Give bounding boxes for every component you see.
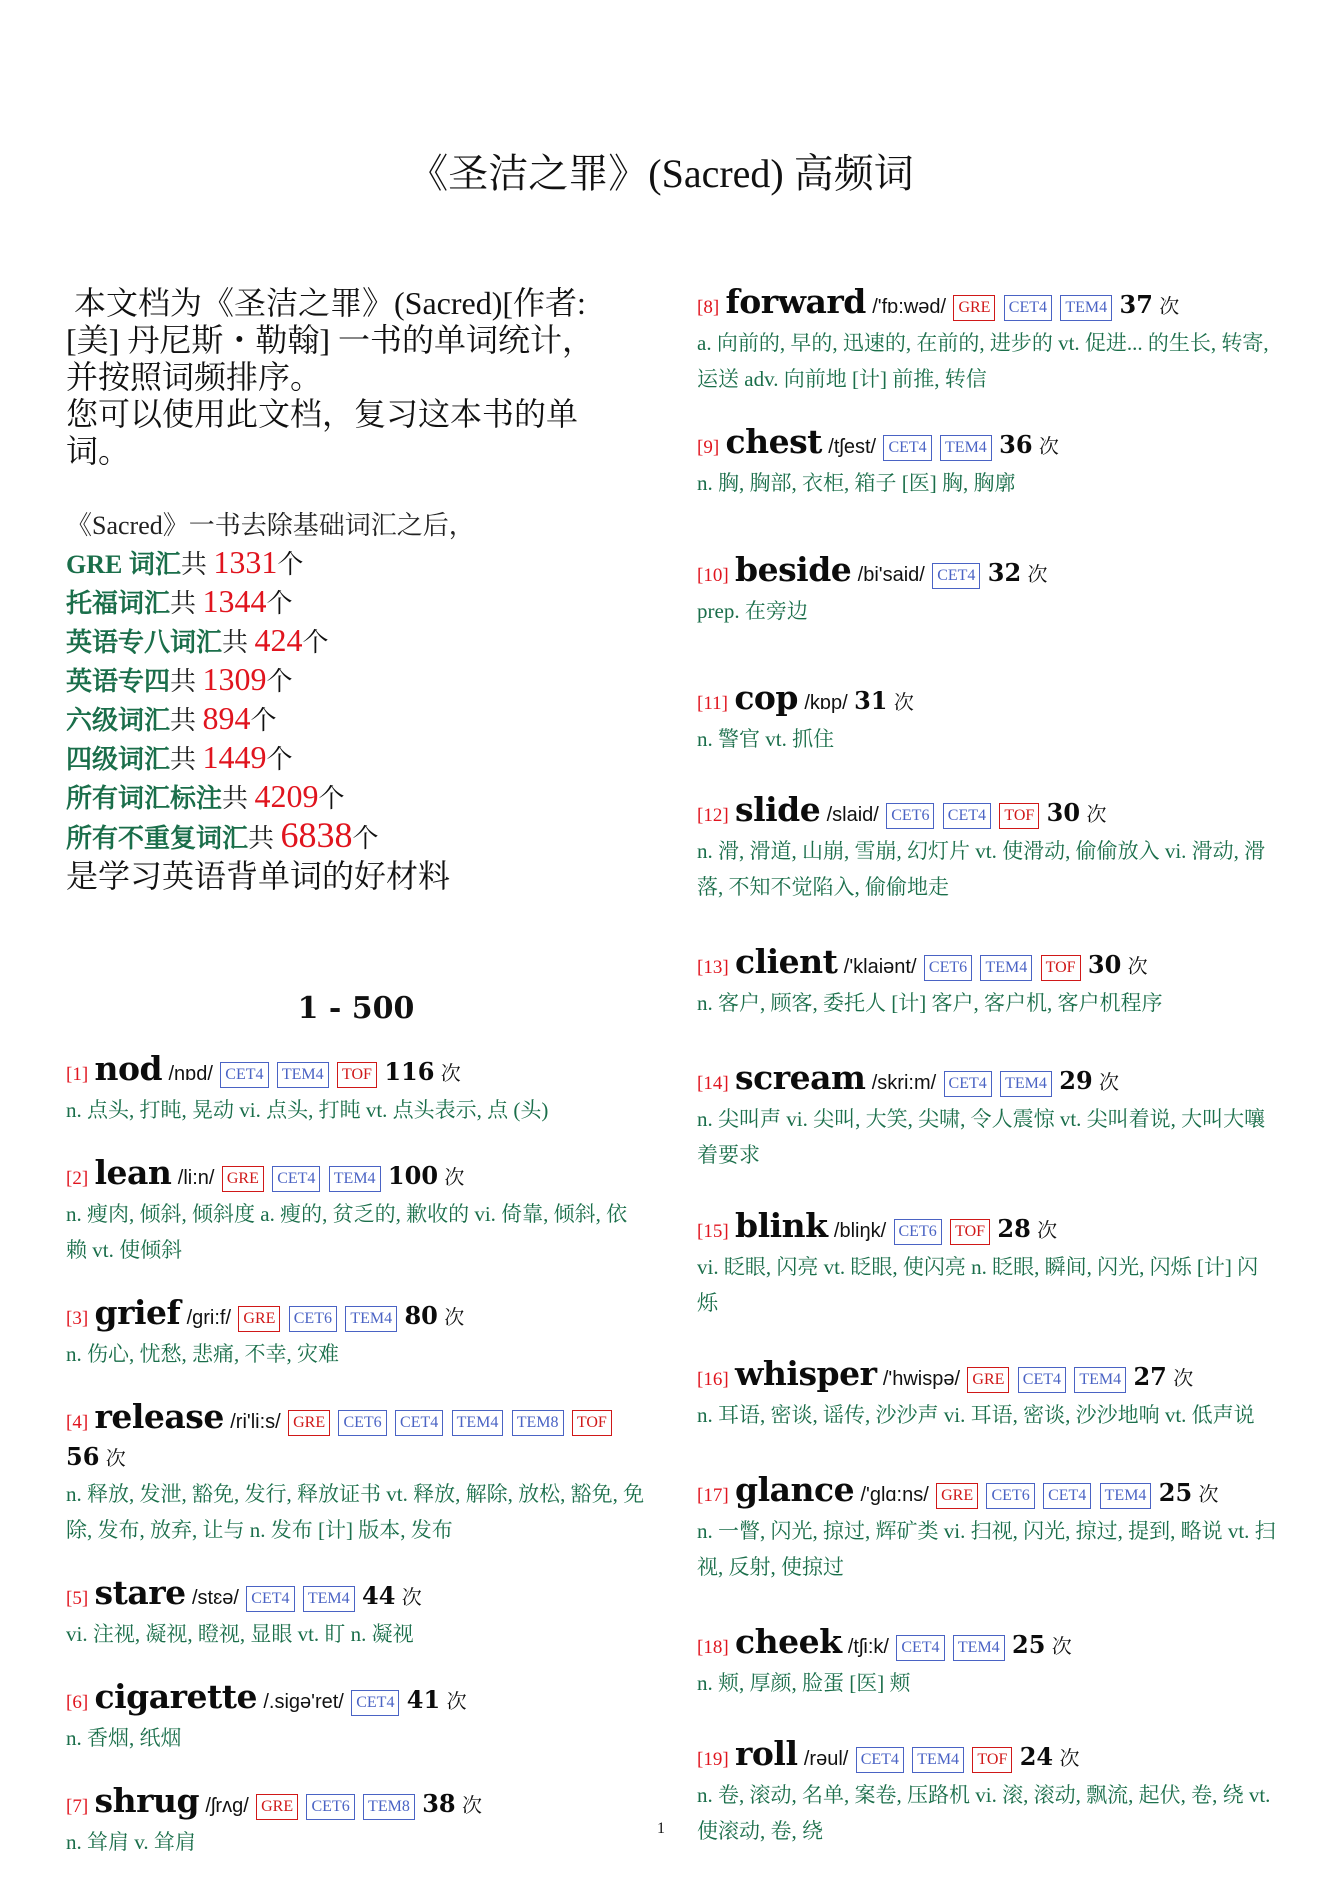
stats-lead: 《Sacred》一书去除基础词汇之后， — [66, 511, 475, 540]
stat-row — [66, 700, 646, 739]
entry-headline — [697, 1058, 1277, 1101]
stat-row — [66, 778, 646, 817]
entry-phonetic: /'glɑ:ns/ — [860, 1484, 929, 1506]
entry-word: chest — [725, 422, 822, 461]
entry-definition: n. 卷, 滚动, 名单, 案卷, 压路机 vi. 滚, 滚动, 飘流, 起伏, 卷, 绕 vt. 使滚动, 卷, 绕 — [697, 1783, 1271, 1843]
entry-word: forward — [725, 282, 866, 321]
stat-value: 1344 — [202, 583, 267, 619]
frequency-unit: 次 — [446, 1691, 467, 1713]
entry-frequency: 100 — [387, 1161, 439, 1190]
frequency-unit: 次 — [1173, 1368, 1194, 1390]
entry-index: [5] — [66, 1588, 89, 1609]
entry-word: stare — [94, 1573, 186, 1612]
exam-tag-badge: TEM4 — [303, 1586, 355, 1612]
exam-tag-badge: TOF — [972, 1747, 1012, 1773]
entry-word: nod — [94, 1049, 163, 1088]
stat-connector: 共 — [180, 550, 214, 579]
entry-word: release — [94, 1397, 224, 1436]
stat-label: 英语专四 — [66, 667, 171, 696]
frequency-unit: 次 — [1051, 1636, 1072, 1658]
entry-word: grief — [94, 1293, 181, 1332]
stat-connector: 共 — [170, 745, 203, 774]
entry-definition: n. 香烟, 纸烟 — [66, 1726, 182, 1750]
intro-line: 您可以使用此文档，复习这本书的单 — [66, 396, 579, 432]
word-entry — [697, 1622, 1277, 1701]
exam-tag-badge: TEM4 — [277, 1062, 329, 1088]
stat-label: 所有不重复词汇 — [66, 824, 249, 853]
entry-definition: vi. 注视, 凝视, 瞪视, 显眼 vt. 盯 n. 凝视 — [66, 1622, 414, 1646]
exam-tag-badge: TOF — [337, 1062, 377, 1088]
stat-value: 1331 — [213, 544, 278, 580]
entry-headline — [697, 1734, 1277, 1777]
entry-index: [9] — [697, 437, 720, 458]
exam-tag-badge: TOF — [950, 1219, 990, 1245]
exam-tag-badge: TEM4 — [912, 1747, 964, 1773]
frequency-unit: 次 — [1086, 804, 1107, 826]
entry-word: shrug — [94, 1781, 200, 1820]
exam-tag-badge: CET4 — [351, 1690, 399, 1716]
word-entry — [697, 1206, 1277, 1321]
exam-tag-badge: CET4 — [1004, 295, 1052, 321]
right-column — [697, 282, 1277, 1885]
exam-tag-badge: CET4 — [1043, 1483, 1091, 1509]
entry-headline — [697, 1622, 1277, 1665]
stat-row — [66, 583, 646, 622]
entry-word: blink — [735, 1206, 828, 1245]
entry-index: [18] — [697, 1637, 729, 1658]
entry-headline — [66, 1677, 646, 1720]
entry-frequency: 41 — [406, 1685, 441, 1714]
entry-frequency: 37 — [1119, 290, 1153, 319]
entry-index: [10] — [697, 565, 729, 586]
stat-connector: 共 — [170, 667, 203, 696]
document-title: 《圣洁之罪》(Sacred) 高频词 — [408, 151, 914, 196]
exam-tag-badge: GRE — [238, 1306, 280, 1332]
frequency-unit: 次 — [1159, 296, 1180, 318]
exam-tag-badge: CET4 — [944, 1071, 992, 1097]
entry-frequency: 30 — [1087, 950, 1122, 979]
entry-definition: n. 一瞥, 闪光, 掠过, 辉矿类 vi. 扫视, 闪光, 掠过, 提到, 略说 vt. 扫视, 反射, 使掠过 — [697, 1519, 1276, 1579]
exam-tag-badge: TEM4 — [329, 1166, 381, 1192]
stat-unit: 个 — [277, 550, 304, 579]
entry-index: [2] — [66, 1168, 89, 1189]
entry-phonetic: /ri'li:s/ — [230, 1411, 281, 1433]
frequency-unit: 次 — [1099, 1072, 1120, 1094]
word-entry — [66, 1677, 646, 1756]
stats-closing: 是学习英语背单词的好材料 — [66, 858, 451, 894]
entry-frequency: 56 — [66, 1442, 100, 1471]
exam-tag-badge: TEM4 — [953, 1635, 1005, 1661]
entry-index: [7] — [66, 1796, 89, 1817]
page-number: 1 — [657, 1820, 665, 1837]
frequency-unit: 次 — [893, 692, 914, 714]
exam-tag-badge: TEM4 — [1000, 1071, 1052, 1097]
intro-line: 词。 — [66, 433, 131, 469]
entry-headline — [66, 1781, 646, 1824]
left-column — [66, 285, 646, 1888]
exam-tag-badge: TEM4 — [345, 1306, 397, 1332]
entry-index: [1] — [66, 1064, 89, 1085]
entry-word: cop — [734, 678, 798, 717]
word-entry — [66, 1293, 646, 1372]
entry-definition: n. 伤心, 忧愁, 悲痛, 不幸, 灾难 — [66, 1342, 339, 1366]
stat-row — [66, 739, 646, 778]
entry-index: [16] — [697, 1369, 729, 1390]
entry-index: [6] — [66, 1692, 89, 1713]
entry-headline — [697, 790, 1277, 833]
entry-headline — [697, 1206, 1277, 1249]
entry-index: [11] — [697, 693, 728, 714]
entry-definition: n. 瘦肉, 倾斜, 倾斜度 a. 瘦的, 贫乏的, 歉收的 vi. 倚靠, 倾斜, 依赖 vt. 使倾斜 — [66, 1202, 628, 1262]
entry-phonetic: /kɒp/ — [804, 692, 848, 714]
entry-word: cigarette — [94, 1677, 257, 1716]
word-entry — [66, 1049, 646, 1128]
entry-frequency: 24 — [1019, 1742, 1054, 1771]
word-list-right — [697, 282, 1277, 1849]
entry-phonetic: /stɛə/ — [191, 1587, 239, 1609]
entry-headline — [66, 1573, 646, 1616]
word-entry — [697, 942, 1277, 1021]
entry-phonetic: /slaid/ — [826, 804, 879, 826]
entry-headline — [697, 1470, 1277, 1513]
exam-tag-badge: TOF — [1041, 955, 1081, 981]
entry-frequency: 27 — [1133, 1362, 1167, 1391]
entry-phonetic: /gri:f/ — [186, 1307, 232, 1329]
entry-definition: prep. 在旁边 — [697, 599, 808, 623]
entry-frequency: 116 — [384, 1057, 435, 1086]
exam-tag-badge: TEM8 — [363, 1794, 415, 1820]
stat-connector: 共 — [222, 628, 255, 657]
word-entry — [697, 422, 1277, 501]
entry-phonetic: /li:n/ — [177, 1167, 215, 1189]
entry-index: [17] — [697, 1485, 729, 1506]
exam-tag-badge: CET6 — [306, 1794, 354, 1820]
entry-word: roll — [735, 1734, 798, 1773]
entry-phonetic: /'fɒ:wəd/ — [872, 296, 947, 318]
entry-definition: n. 点头, 打盹, 晃动 vi. 点头, 打盹 vt. 点头表示, 点 (头) — [66, 1098, 549, 1122]
entry-headline — [697, 678, 1277, 721]
exam-tag-badge: TEM4 — [1060, 295, 1112, 321]
exam-tag-badge: CET4 — [856, 1747, 904, 1773]
frequency-unit: 次 — [1027, 564, 1048, 586]
entry-frequency: 28 — [997, 1214, 1031, 1243]
entry-frequency: 36 — [999, 430, 1033, 459]
entry-definition: n. 滑, 滑道, 山崩, 雪崩, 幻灯片 vt. 使滑动, 偷偷放入 vi. 滑动, 滑落, 不知不觉陷入, 偷偷地走 — [697, 839, 1266, 899]
entry-phonetic: /.sigə'ret/ — [263, 1691, 344, 1713]
stat-row — [66, 661, 646, 700]
exam-tag-badge: TEM4 — [452, 1410, 504, 1436]
stat-row — [66, 622, 646, 661]
stat-unit: 个 — [318, 784, 345, 813]
intro-paragraph — [66, 285, 646, 470]
entry-index: [12] — [697, 805, 729, 826]
entry-definition: n. 耸肩 v. 耸肩 — [66, 1830, 196, 1854]
entry-phonetic: /tʃi:k/ — [847, 1636, 889, 1658]
entry-frequency: 25 — [1012, 1630, 1046, 1659]
stat-unit: 个 — [266, 745, 293, 774]
entry-phonetic: /tʃest/ — [828, 436, 877, 458]
stat-label: 六级词汇 — [66, 706, 171, 735]
frequency-unit: 次 — [1059, 1748, 1080, 1770]
entry-index: [4] — [66, 1412, 89, 1433]
entry-phonetic: /bi'said/ — [857, 564, 925, 586]
word-entry — [697, 678, 1277, 757]
entry-word: lean — [94, 1153, 172, 1192]
stat-connector: 共 — [222, 784, 255, 813]
entry-frequency: 80 — [404, 1301, 438, 1330]
word-entry — [697, 1354, 1277, 1433]
stat-value: 1309 — [202, 661, 267, 697]
entry-definition: n. 释放, 发泄, 豁免, 发行, 释放证书 vt. 释放, 解除, 放松, 豁免, 免除, 发布, 放弃, 让与 n. 发布 [计] 版本, 发布 — [66, 1482, 645, 1542]
frequency-unit: 次 — [1037, 1220, 1058, 1242]
intro-line: 本文档为《圣洁之罪》(Sacred)[作者: — [66, 285, 586, 321]
entry-frequency: 29 — [1059, 1066, 1093, 1095]
entry-phonetic: /'hwispə/ — [882, 1368, 961, 1390]
exam-tag-badge: CET6 — [886, 803, 934, 829]
entry-phonetic: /skri:m/ — [871, 1072, 937, 1094]
stat-label: 所有词汇标注 — [66, 784, 223, 813]
stat-connector: 共 — [170, 589, 203, 618]
entry-frequency: 38 — [422, 1789, 456, 1818]
entry-index: [19] — [697, 1749, 729, 1770]
stat-label: 四级词汇 — [66, 745, 171, 774]
entry-phonetic: /bliŋk/ — [833, 1220, 887, 1242]
intro-line: 并按照词频排序。 — [66, 359, 323, 395]
entry-definition: n. 警官 vt. 抓住 — [697, 727, 835, 751]
word-entry — [66, 1573, 646, 1652]
frequency-unit: 次 — [401, 1587, 422, 1609]
entry-index: [13] — [697, 957, 729, 978]
intro-line: [美] 丹尼斯・勒翰] 一书的单词统计， — [66, 322, 594, 358]
stat-unit: 个 — [250, 706, 277, 735]
exam-tag-badge: CET6 — [924, 955, 972, 981]
entry-word: cheek — [735, 1622, 842, 1661]
entry-phonetic: /rəul/ — [803, 1748, 849, 1770]
entry-headline — [66, 1153, 646, 1196]
exam-tag-badge: TEM4 — [1074, 1367, 1126, 1393]
entry-frequency: 25 — [1158, 1478, 1193, 1507]
entry-headline — [697, 282, 1277, 325]
word-entry — [697, 1058, 1277, 1173]
section-heading: 1 - 500 — [297, 991, 415, 1026]
entry-headline — [697, 550, 1277, 593]
frequency-unit: 次 — [461, 1795, 482, 1817]
word-list-left — [66, 1049, 646, 1860]
exam-tag-badge: GRE — [222, 1166, 264, 1192]
stat-connector: 共 — [248, 824, 281, 853]
word-entry — [697, 1470, 1277, 1585]
entry-definition: n. 耳语, 密谈, 谣传, 沙沙声 vi. 耳语, 密谈, 沙沙地响 vt. 低声说 — [697, 1403, 1255, 1427]
exam-tag-badge: CET6 — [986, 1483, 1034, 1509]
exam-tag-badge: GRE — [256, 1794, 298, 1820]
entry-word: whisper — [735, 1354, 877, 1393]
frequency-unit: 次 — [1198, 1484, 1219, 1506]
entry-headline — [66, 1293, 646, 1336]
entry-definition: vi. 眨眼, 闪亮 vt. 眨眼, 使闪亮 n. 眨眼, 瞬间, 闪光, 闪烁 [计] 闪烁 — [697, 1255, 1259, 1315]
stat-row — [66, 817, 646, 857]
word-entry — [697, 282, 1277, 397]
entry-phonetic: /ʃrʌg/ — [205, 1795, 249, 1817]
stat-value: 4209 — [254, 778, 319, 814]
entry-frequency: 44 — [362, 1581, 396, 1610]
entry-headline — [66, 1049, 646, 1092]
exam-tag-badge: GRE — [288, 1410, 330, 1436]
stat-unit: 个 — [302, 628, 329, 657]
exam-tag-badge: CET4 — [1018, 1367, 1066, 1393]
stat-unit: 个 — [266, 667, 293, 696]
stat-value: 894 — [202, 700, 251, 736]
word-entry — [66, 1153, 646, 1268]
entry-frequency: 30 — [1046, 798, 1081, 827]
entry-headline — [697, 422, 1277, 465]
exam-tag-badge: CET4 — [943, 803, 991, 829]
exam-tag-badge: GRE — [967, 1367, 1009, 1393]
entry-headline — [697, 1354, 1277, 1397]
exam-tag-badge: CET4 — [932, 563, 980, 589]
entry-word: slide — [735, 790, 821, 829]
word-entry — [697, 550, 1277, 629]
entry-word: scream — [735, 1058, 866, 1097]
vocabulary-stats — [66, 508, 646, 895]
frequency-unit: 次 — [440, 1063, 461, 1085]
entry-index: [14] — [697, 1073, 729, 1094]
entry-phonetic: /nɒd/ — [168, 1063, 213, 1085]
exam-tag-badge: CET4 — [246, 1586, 294, 1612]
exam-tag-badge: TOF — [572, 1410, 612, 1436]
entry-word: glance — [735, 1470, 855, 1509]
exam-tag-badge: GRE — [953, 295, 995, 321]
stat-unit: 个 — [266, 589, 293, 618]
exam-tag-badge: CET6 — [289, 1306, 337, 1332]
entry-word: beside — [735, 550, 852, 589]
entry-definition: n. 客户, 顾客, 委托人 [计] 客户, 客户机, 客户机程序 — [697, 991, 1163, 1015]
entry-definition: n. 颊, 厚颜, 脸蛋 [医] 颊 — [697, 1671, 911, 1695]
word-entry — [697, 790, 1277, 905]
frequency-unit: 次 — [444, 1307, 465, 1329]
exam-tag-badge: CET4 — [883, 435, 931, 461]
frequency-unit: 次 — [1127, 956, 1148, 978]
entry-definition: a. 向前的, 早的, 迅速的, 在前的, 进步的 vt. 促进... 的生长, 转寄, 运送 adv. 向前地 [计] 前推, 转信 — [697, 331, 1269, 391]
frequency-unit: 次 — [444, 1167, 465, 1189]
exam-tag-badge: CET4 — [272, 1166, 320, 1192]
exam-tag-badge: CET4 — [896, 1635, 944, 1661]
stats-list — [66, 544, 646, 857]
entry-definition: n. 胸, 胸部, 衣柜, 箱子 [医] 胸, 胸廓 — [697, 471, 1016, 495]
exam-tag-badge: CET6 — [338, 1410, 386, 1436]
entry-frequency: 32 — [987, 558, 1022, 587]
entry-index: [3] — [66, 1308, 89, 1329]
stat-value: 424 — [254, 622, 303, 658]
stat-value: 6838 — [280, 815, 353, 855]
entry-frequency: 31 — [854, 686, 888, 715]
exam-tag-badge: CET6 — [894, 1219, 942, 1245]
entry-headline — [697, 942, 1277, 985]
exam-tag-badge: TEM8 — [512, 1410, 564, 1436]
exam-tag-badge: TEM4 — [980, 955, 1032, 981]
frequency-unit: 次 — [105, 1448, 126, 1470]
entry-word: client — [735, 942, 838, 981]
exam-tag-badge: TOF — [999, 803, 1039, 829]
stat-unit: 个 — [352, 824, 379, 853]
stat-label: GRE 词汇 — [66, 550, 181, 579]
entry-index: [8] — [697, 297, 720, 318]
stat-label: 托福词汇 — [66, 589, 171, 618]
stat-connector: 共 — [170, 706, 203, 735]
stat-label: 英语专八词汇 — [66, 628, 223, 657]
entry-phonetic: /'klaiənt/ — [843, 956, 917, 978]
exam-tag-badge: TEM4 — [940, 435, 992, 461]
exam-tag-badge: GRE — [936, 1483, 978, 1509]
stat-row — [66, 544, 646, 583]
stat-value: 1449 — [202, 739, 267, 775]
entry-headline — [66, 1397, 646, 1476]
frequency-unit: 次 — [1038, 436, 1059, 458]
exam-tag-badge: CET4 — [395, 1410, 443, 1436]
exam-tag-badge: CET4 — [220, 1062, 268, 1088]
entry-definition: n. 尖叫声 vi. 尖叫, 大笑, 尖啸, 令人震惊 vt. 尖叫着说, 大叫大嚷着要求 — [697, 1107, 1266, 1167]
exam-tag-badge: TEM4 — [1100, 1483, 1152, 1509]
entry-index: [15] — [697, 1221, 729, 1242]
word-entry — [66, 1397, 646, 1548]
